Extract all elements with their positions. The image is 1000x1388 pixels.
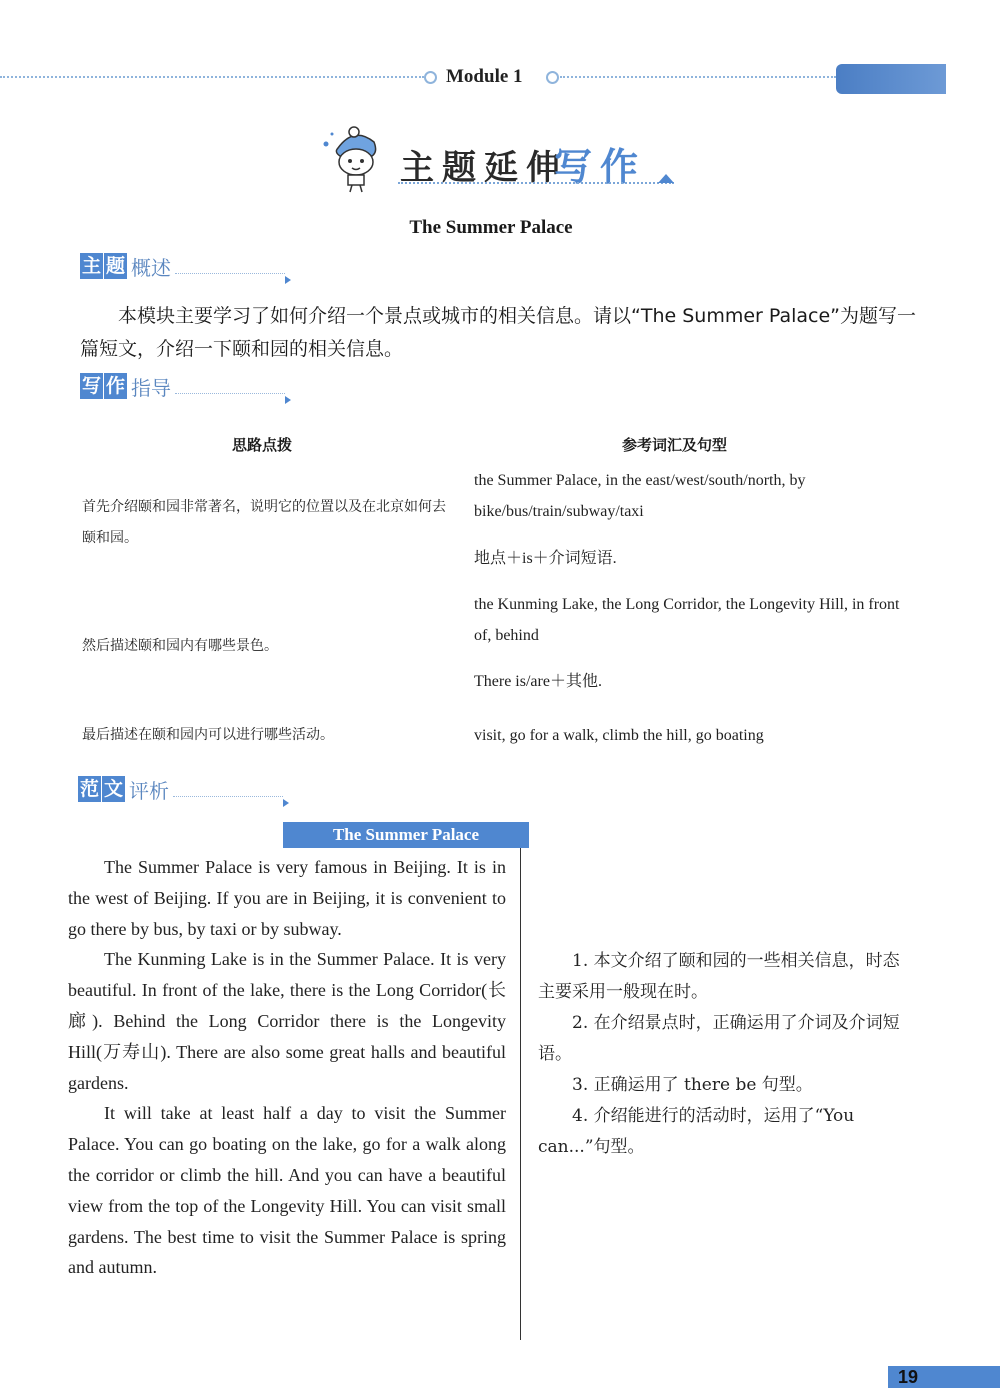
guide-left-2: 然后描述颐和园内有哪些景色。 — [82, 638, 278, 654]
guide-heading-char-1: 写 — [82, 375, 102, 397]
sample-heading-rest: 评析 — [129, 778, 170, 803]
guide-right-5: visit, go for a walk, climb the hill, go boating — [474, 727, 764, 744]
essay-title-bar: The Summer Palace — [283, 822, 529, 848]
analysis-notes — [538, 946, 910, 1163]
analysis-note-3: 3. 正确运用了 there be 句型。 — [572, 1075, 813, 1095]
guide-right-2: 地点＋is＋介词短语. — [474, 550, 617, 567]
mascot-icon — [320, 122, 390, 194]
topic-heading-char-2: 题 — [106, 255, 126, 277]
essay-paragraph-3: It will take at least half a day to visit the Summer Palace. You can go boating on the lake, go for a walk along the corridor or climb the hill. And you can have a beautiful view from the top of the Longevity Hill. You can visit small gardens. The best time to visit the Summer Palace is spring and autumn. — [68, 1103, 506, 1278]
guide-heading-char-2: 作 — [106, 375, 126, 397]
document-title: The Summer Palace — [409, 217, 573, 238]
essay-body — [68, 852, 506, 1283]
guide-right-3: the Kunming Lake, the Long Corridor, the Longevity Hill, in front of, behind — [474, 596, 900, 644]
header-tab — [836, 64, 946, 94]
topic-text: 本模块主要学习了如何介绍一个景点或城市的相关信息。请以“The Summer Palace”为题写一篇短文，介绍一下颐和园的相关信息。 — [80, 305, 917, 360]
arrow-icon — [175, 393, 285, 394]
essay-paragraph-2: The Kunming Lake is in the Summer Palace. It is very beautiful. In front of the lake, there is the Long Corridor(长廊). Behind the Long Corridor there is the Longevity Hill(万寿山). There are also some great halls and beautiful gardens. — [68, 949, 506, 1093]
header-rule-dot-left — [424, 71, 437, 84]
arrow-icon — [175, 273, 285, 274]
page-number: 19 — [888, 1366, 1000, 1388]
section-title-accent: 写作 — [554, 145, 647, 189]
module-label: Module 1 — [446, 66, 523, 87]
section-title-underline — [398, 182, 674, 184]
guide-col-left-header: 思路点拨 — [232, 436, 293, 454]
guide-right-1: the Summer Palace, in the east/west/south/north, by bike/bus/train/subway/taxi — [474, 472, 806, 520]
header-rule-right — [560, 76, 836, 78]
arrow-icon — [173, 796, 283, 797]
topic-heading-rest: 概述 — [131, 255, 172, 280]
guide-left-1: 首先介绍颐和园非常著名，说明它的位置以及在北京如何去颐和园。 — [82, 499, 446, 546]
guide-left-3: 最后描述在颐和园内可以进行哪些活动。 — [82, 727, 334, 743]
sample-heading-char-1: 范 — [80, 778, 100, 800]
triangle-icon — [658, 174, 674, 183]
topic-heading — [80, 252, 285, 280]
analysis-note-2: 2. 在介绍景点时，正确运用了介词及介词短语。 — [538, 1013, 900, 1064]
analysis-note-4: 4. 介绍能进行的活动时，运用了“You can...”句型。 — [538, 1106, 855, 1157]
essay-paragraph-1: The Summer Palace is very famous in Beijing. It is in the west of Beijing. If you are in Beijing, it is convenient to go there by bus, by taxi or by subway. — [68, 857, 506, 939]
column-divider — [520, 848, 521, 1340]
header-rule-dot-right — [546, 71, 559, 84]
topic-heading-char-1: 主 — [82, 255, 102, 277]
analysis-note-1: 1. 本文介绍了颐和园的一些相关信息，时态主要采用一般现在时。 — [538, 951, 900, 1002]
guide-heading-rest: 指导 — [131, 375, 172, 400]
header-rule-left — [0, 76, 424, 78]
section-title-main: 主题延伸 — [400, 148, 568, 188]
guide-col-right-header: 参考词汇及句型 — [622, 436, 728, 454]
guide-right-4: There is/are＋其他. — [474, 673, 602, 690]
sample-heading — [78, 775, 283, 803]
sample-heading-char-2: 文 — [104, 778, 124, 800]
guide-heading — [80, 372, 285, 400]
